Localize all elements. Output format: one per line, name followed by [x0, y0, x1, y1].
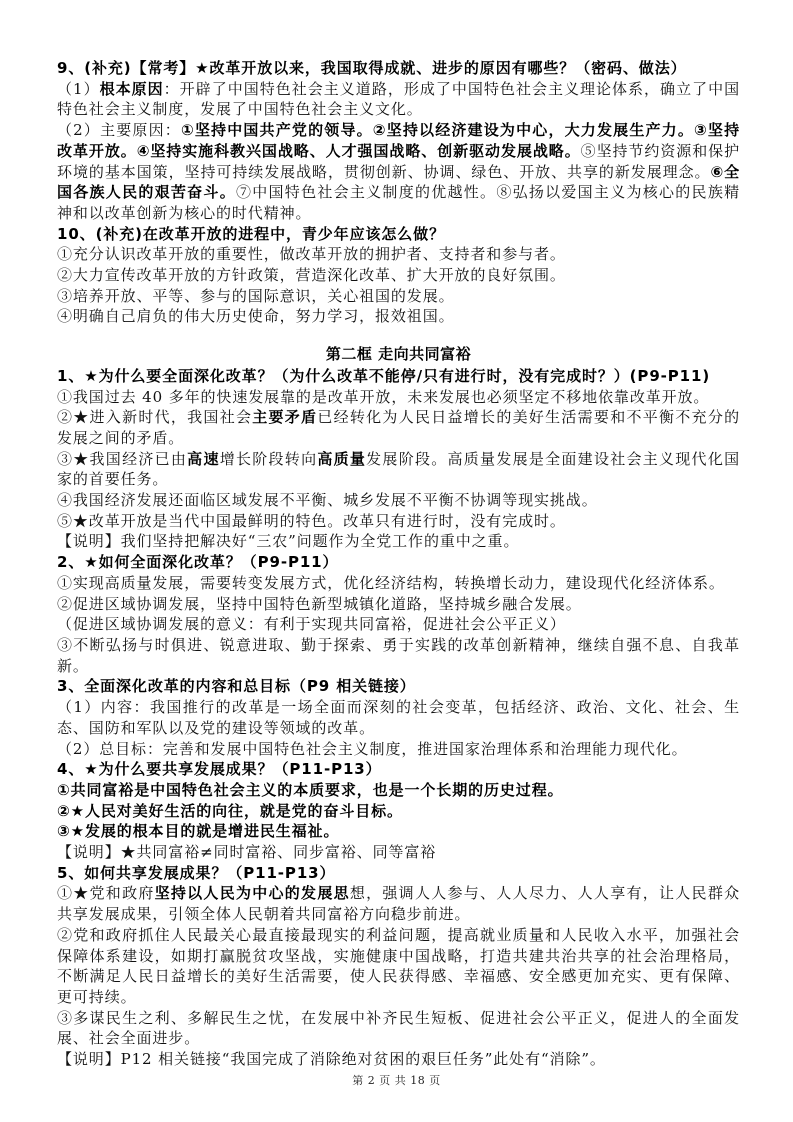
- paragraph: [57, 511, 740, 532]
- text-run: ③不断弘扬与时俱进、锐意进取、勤于探索、勇于实践的改革创新精神，继续自强不息、自我革新。: [57, 635, 740, 675]
- paragraph: [57, 739, 740, 760]
- bold-text: ②★人民对美好生活的向往，就是党的奋斗目标。: [57, 801, 403, 820]
- bold-text: 第二框 走向共同富裕: [325, 345, 472, 364]
- bold-text: 高速: [187, 449, 220, 468]
- page-footer: 第 2 页 共 18 页: [352, 1074, 441, 1087]
- paragraph: [57, 407, 740, 448]
- paragraph: [57, 573, 740, 594]
- paragraph: [57, 265, 740, 286]
- paragraph: [57, 490, 740, 511]
- text-run: （1）内容：我国推行的改革是一场全面而深刻的社会变革，包括经济、政治、文化、社会、生态、国防和军队以及党的建设等领域的改革。: [57, 698, 740, 737]
- question-heading: [57, 224, 740, 245]
- paragraph: [57, 697, 740, 738]
- paragraph: [57, 1049, 740, 1070]
- bold-text: 2、★如何全面深化改革？（P9-P11）: [57, 553, 339, 572]
- text-run: ①充分认识改革开放的重要性，做改革开放的拥护者、支持者和参与者。: [57, 245, 566, 264]
- text-run: ①★党和政府: [57, 884, 155, 903]
- bold-text: 高质量: [317, 449, 367, 468]
- text-run: （1）: [57, 79, 100, 98]
- bold-text: 1、★为什么要全面深化改革？（为什么改革不能停/只有进行时，没有完成时？）(P9-P11): [57, 366, 711, 385]
- text-run: （促进区域协调发展的意义：有利于实现共同富裕，促进社会公平正义）: [57, 615, 566, 634]
- text-run: ②大力宣传改革开放的方针政策，营造深化改革、扩大开放的良好氛围。: [57, 266, 566, 285]
- text-run: ①实现高质量发展，需要转变发展方式，优化经济结构，转换增长动力，建设现代化经济体系。: [57, 573, 725, 592]
- text-run: 【说明】P12 相关链接“我国完成了消除绝对贫困的艰巨任务”此处有“消除”。: [57, 1050, 606, 1069]
- paragraph: [57, 635, 740, 676]
- question-heading: [57, 366, 740, 387]
- bold-text: 10、(补充)在改革开放的进程中，青少年应该怎么做？: [57, 224, 445, 243]
- bold-text: 4、★为什么要共享发展成果？（P11-P13）: [57, 760, 382, 779]
- paragraph: [57, 531, 740, 552]
- text-run: ⑤坚持节约资源和保护环境的基本国策，坚持可持续发展战略，贯彻创新、协调、绿色、开放、共享的新发展理念。: [57, 141, 740, 181]
- text-run: 想，强调人人参与、人人尽力、人人享有，让人民群众共享发展成果，引领全体人民朝着共同富裕方向稳步前进。: [57, 884, 740, 924]
- text-run: 增长阶段转向: [219, 449, 318, 468]
- text-run: 【说明】★共同富裕≠同时富裕、同步富裕、同等富裕: [57, 843, 437, 862]
- paragraph: [57, 286, 740, 307]
- text-run: 【说明】我们坚持把解决好“三农”问题作为全党工作的重中之重。: [57, 532, 520, 551]
- paragraph: [57, 79, 740, 120]
- bold-text: 9、(补充)【常考】★改革开放以来，我国取得成就、进步的原因有哪些？（密码、做法）: [57, 59, 687, 77]
- question-heading: [57, 58, 740, 79]
- text-run: ③多谋民生之利、多解民生之忧，在发展中补齐民生短板、促进社会公平正义，促进人的全面发展、社会全面进步。: [57, 1008, 740, 1048]
- text-run: （2）总目标：完善和发展中国特色社会主义制度，推进国家治理体系和治理能力现代化。: [57, 739, 688, 758]
- question-heading: [57, 676, 740, 697]
- text-run: ②★进入新时代，我国社会: [57, 408, 253, 427]
- paragraph: [57, 1008, 740, 1049]
- text-run: 发展阶段。高质量发展是全面建设社会主义现代化国家的首要任务。: [57, 449, 740, 489]
- text-run: （2）主要原因：: [57, 121, 181, 140]
- text-run: ①我国过去 40 多年的快速发展靠的是改革开放，未来发展也必须坚定不移地依靠改革开放。: [57, 387, 710, 406]
- question-heading: [57, 801, 740, 822]
- paragraph: [57, 306, 740, 327]
- text-run: ③★我国经济已由: [57, 449, 188, 468]
- question-heading: [57, 780, 740, 801]
- bold-text: ③★发展的根本目的就是增进民生福祉。: [57, 822, 340, 841]
- paragraph: [57, 387, 740, 408]
- paragraph: [57, 594, 740, 615]
- text-run: ⑤★改革开放是当代中国最鲜明的特色。改革只有进行时，没有完成时。: [57, 511, 566, 530]
- question-heading: [57, 759, 740, 780]
- text-run: ③培养开放、平等、参与的国际意识，关心祖国的发展。: [57, 286, 455, 305]
- text-run: ④我国经济发展还面临区域发展不平衡、城乡发展不平衡不协调等现实挑战。: [57, 491, 598, 510]
- paragraph: [57, 120, 740, 224]
- paragraph: [57, 883, 740, 924]
- question-heading: [57, 821, 740, 842]
- text-run: ②党和政府抓住人民最关心最直接最现实的利益问题，提高就业质量和人民收入水平，加强社会保障体系建设，如期打赢脱贫攻坚战，实施健康中国战略，打造共建共治共享的社会治理格局，不断满足人民日益增长的美好生活需要，使人民获得感、幸福感、安全感更加充实、更有保障、更可持续。: [57, 925, 740, 1006]
- paragraph: [57, 614, 740, 635]
- text-run: 已经转化为人民日益增长的美好生活需要和不平衡不充分的发展之间的矛盾。: [57, 408, 740, 447]
- paragraph: [57, 925, 740, 1008]
- bold-text: 根本原因: [99, 79, 164, 98]
- bold-text: 5、如何共享发展成果？（P11-P13）: [57, 863, 336, 882]
- section-title: [57, 344, 740, 365]
- text-run: ②促进区域协调发展，坚持中国特色新型城镇化道路，坚持城乡融合发展。: [57, 594, 582, 613]
- paragraph: [57, 449, 740, 490]
- bold-text: 坚持以人民为中心的发展思: [154, 884, 350, 903]
- text-run: ：开辟了中国特色社会主义道路，形成了中国特色社会主义理论体系，确立了中国特色社会主义制度，发展了中国特色社会主义文化。: [57, 79, 741, 119]
- bold-text: ①坚持中国共产党的领导。②坚持以经济建设为中心，大力发展生产力。③坚持改革开放。④坚持实施科教兴国战略、人才强国战略、创新驱动发展战略。: [57, 121, 740, 160]
- text-run: ⑦中国特色社会主义制度的优越性。⑧弘扬以爱国主义为核心的民族精神和以改革创新为核心的时代精神。: [57, 183, 741, 222]
- text-run: ④明确自己肩负的伟大历史使命，努力学习，报效祖国。: [57, 307, 455, 326]
- paragraph: [57, 842, 740, 863]
- bold-text: ①共同富裕是中国特色社会主义的本质要求，也是一个长期的历史过程。: [57, 780, 564, 799]
- paragraph: [57, 244, 740, 265]
- bold-text: 主要矛盾: [252, 408, 318, 427]
- question-heading: [57, 552, 740, 573]
- bold-text: 3、全面深化改革的内容和总目标（P9 相关链接）: [57, 677, 416, 696]
- document-body: [57, 58, 740, 1070]
- bold-text: ⑥全国各族人民的艰苦奋斗。: [57, 162, 740, 202]
- question-heading: [57, 863, 740, 884]
